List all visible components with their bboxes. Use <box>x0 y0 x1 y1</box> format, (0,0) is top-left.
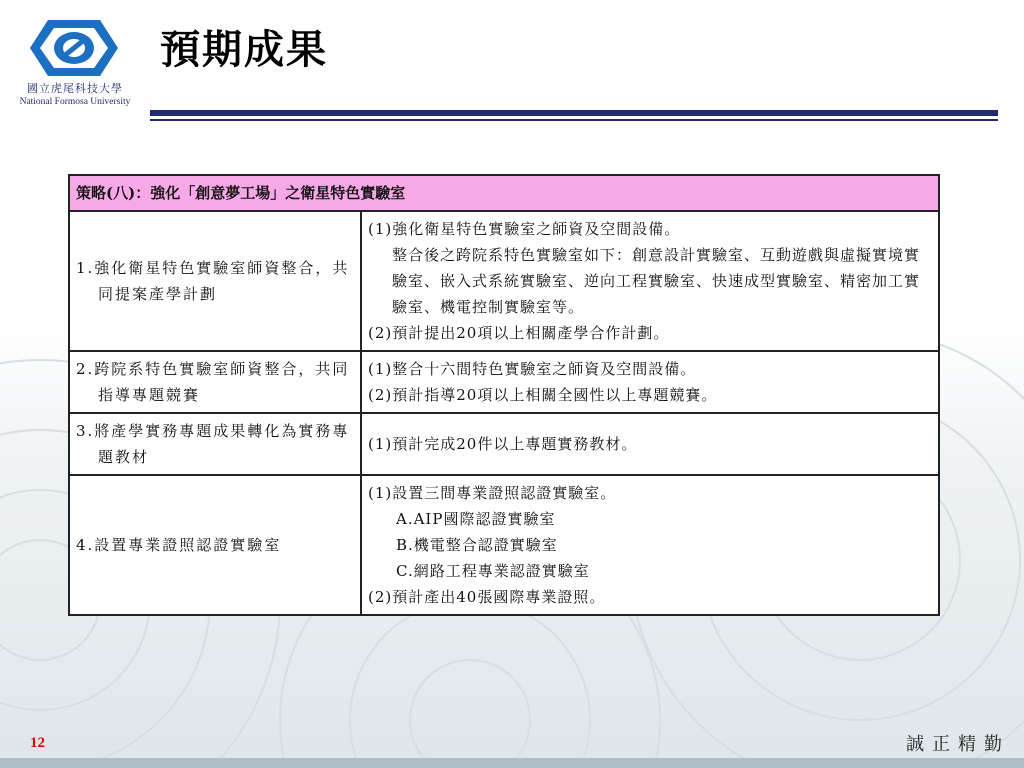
row-strategy: 3.將產學實務專題成果轉化為實務專題教材 <box>69 413 361 475</box>
university-name-en: National Formosa University <box>19 97 131 107</box>
table-row <box>69 413 939 475</box>
row-outcome: (1)整合十六間特色實驗室之師資及空間設備。 (2)預計指導20項以上相關全國性以上專題競賽。 <box>361 351 939 413</box>
row-outcome: (1)預計完成20件以上專題實務教材。 <box>361 413 939 475</box>
table-row <box>69 475 939 615</box>
row-strategy: 4.設置專業證照認證實驗室 <box>69 475 361 615</box>
strategy-table <box>68 174 940 616</box>
page-title: 預期成果 <box>160 26 328 73</box>
row-strategy: 2.跨院系特色實驗室師資整合，共同指導專題競賽 <box>69 351 361 413</box>
header-divider-thin <box>150 119 998 121</box>
page-number: 12 <box>30 735 45 751</box>
row-outcome: (1)設置三間專業證照認證實驗室。 A.AIP國際認證實驗室 B.機電整合認證實驗室 C.網路工程專業認證實驗室 (2)預計產出40張國際專業證照。 <box>361 475 939 615</box>
footer-bar <box>0 758 1024 768</box>
university-logo <box>28 18 120 78</box>
university-name-zh: 國立虎尾科技大學 <box>27 82 123 95</box>
row-strategy: 1.強化衛星特色實驗室師資整合，共同提案產學計劃 <box>69 211 361 351</box>
header-divider <box>150 110 998 116</box>
university-motto: 誠正精勤 <box>906 734 1010 755</box>
table-row <box>69 211 939 351</box>
table-row <box>69 351 939 413</box>
row-outcome: (1)強化衛星特色實驗室之師資及空間設備。 整合後之跨院系特色實驗室如下：創意設計實驗室、互動遊戲與虛擬實境實驗室、嵌入式系統實驗室、逆向工程實驗室、快速成型實驗室、精密加工實驗室、機電控制實驗室等。 (2)預計提出20項以上相關產學合作計劃。 <box>361 211 939 351</box>
table-heading: 策略(八)：強化「創意夢工場」之衛星特色實驗室 <box>69 175 939 211</box>
